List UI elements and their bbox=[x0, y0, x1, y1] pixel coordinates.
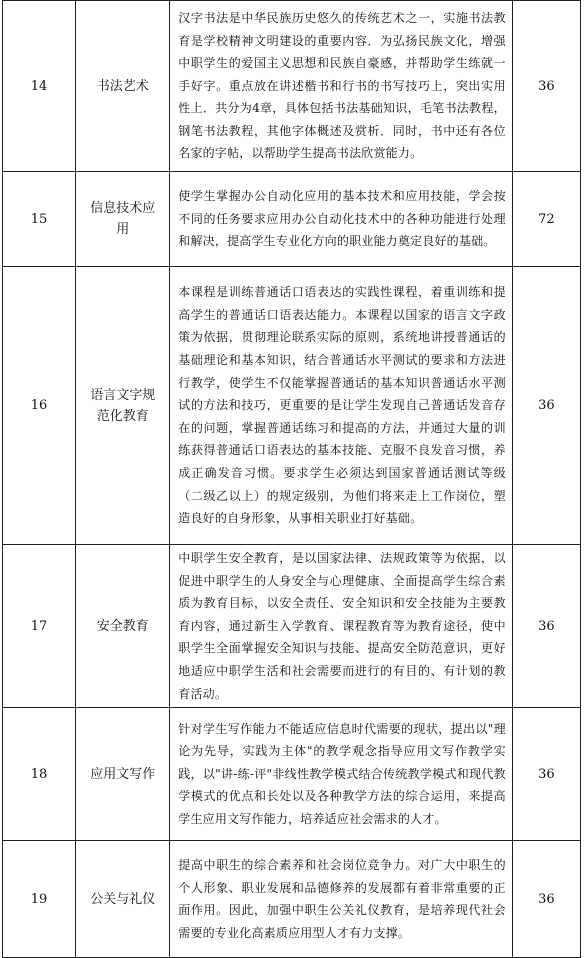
course-hours: 36 bbox=[512, 267, 580, 545]
course-number: 16 bbox=[3, 267, 76, 545]
course-hours: 36 bbox=[512, 545, 580, 708]
course-hours: 36 bbox=[512, 708, 580, 841]
table-row bbox=[3, 1, 581, 172]
course-description: 本课程是训练普通话口语表达的实践性课程，着重训练和提高学生的普通话口语表达能力。本课程以国家的语言文字政策为依据，贯彻理论联系实际的原则，系统地讲授普通话的基础理论和基本知识，结合普通话水平测试的要求和方法进行教学，使学生不仅能掌握普通话的基本知识普通话水平测试的方法和技巧，更重要的是让学生发现自己普通话发音存在的问题，掌握普通话练习和提高的方法，并通过大量的训练获得普通话口语表达的基本技能、克服不良发音习惯，养成正确发音习惯。要求学生必须达到国家普通话测试等级 （二级乙以上）的规定级别，为他们将来走上工作岗位，塑造良好的自身形象，从事相关职业打好基础。 bbox=[170, 267, 513, 545]
course-number: 19 bbox=[3, 841, 76, 958]
course-hours: 72 bbox=[512, 172, 580, 267]
table-row bbox=[3, 841, 581, 958]
course-number: 14 bbox=[3, 1, 76, 172]
table-row bbox=[3, 545, 581, 708]
course-table bbox=[2, 0, 581, 958]
table-row bbox=[3, 267, 581, 545]
course-description: 针对学生写作能力不能适应信息时代需要的现状，提出以"理论为先导，实践为主体"的教学观念指导应用文写作教学实践，以"讲-练-评"非线性教学模式结合传统教学模式和现代教学模式的优点和长处以及各种教学方法的综合运用，来提高学生应用文写作能力，培养适应社会需求的人才。 bbox=[170, 708, 513, 841]
course-hours: 36 bbox=[512, 841, 580, 958]
course-number: 17 bbox=[3, 545, 76, 708]
course-number: 15 bbox=[3, 172, 76, 267]
course-description: 汉字书法是中华民族历史悠久的传统艺术之一，实施书法教育是学校精神文明建设的重要内容．为弘扬民族文化，增强中职学生的爱国主义思想和民族自豪感，并帮助学生练就一手好字。重点放在讲述楷书和行书的书写技巧上，突出实用性上．共分为4章，具体包括书法基础知识，毛笔书法教程，钢笔书法教程，其他字体概述及赏析．同时，书中还有各位名家的字帖，以帮助学生提高书法欣赏能力。 bbox=[170, 1, 513, 172]
course-name: 语言文字规范化教育 bbox=[76, 267, 170, 545]
course-description: 中职学生安全教育，是以国家法律、法规政策等为依据，以促进中职学生的人身安全与心理健康、全面提高学生综合素质为教育目标，以安全责任、安全知识和安全技能为主要教育内容，通过新生入学教育、课程教育等为教育途径，使中职学生全面掌握安全知识与技能、提高安全防范意识，更好地适应中职学生活和社会需要而进行的有目的、有计划的教育活动。 bbox=[170, 545, 513, 708]
table-row bbox=[3, 172, 581, 267]
course-description: 使学生掌握办公自动化应用的基本技术和应用技能，学会按不同的任务要求应用办公自动化技术中的各种功能进行处理和解决，提高学生专业化方向的职业能力奠定良好的基础。 bbox=[170, 172, 513, 267]
course-name: 书法艺术 bbox=[76, 1, 170, 172]
course-name: 信息技术应用 bbox=[76, 172, 170, 267]
table-row bbox=[3, 708, 581, 841]
course-name: 安全教育 bbox=[76, 545, 170, 708]
course-name: 公关与礼仪 bbox=[76, 841, 170, 958]
course-hours: 36 bbox=[512, 1, 580, 172]
course-number: 18 bbox=[3, 708, 76, 841]
course-name: 应用文写作 bbox=[76, 708, 170, 841]
course-description: 提高中职生的综合素养和社会岗位竞争力。对广大中职生的个人形象、职业发展和品德修养的发展都有着非常重要的正面作用。因此，加强中职生公关礼仪教育，是培养现代社会需要的专业化高素质应用型人才有力支撑。 bbox=[170, 841, 513, 958]
